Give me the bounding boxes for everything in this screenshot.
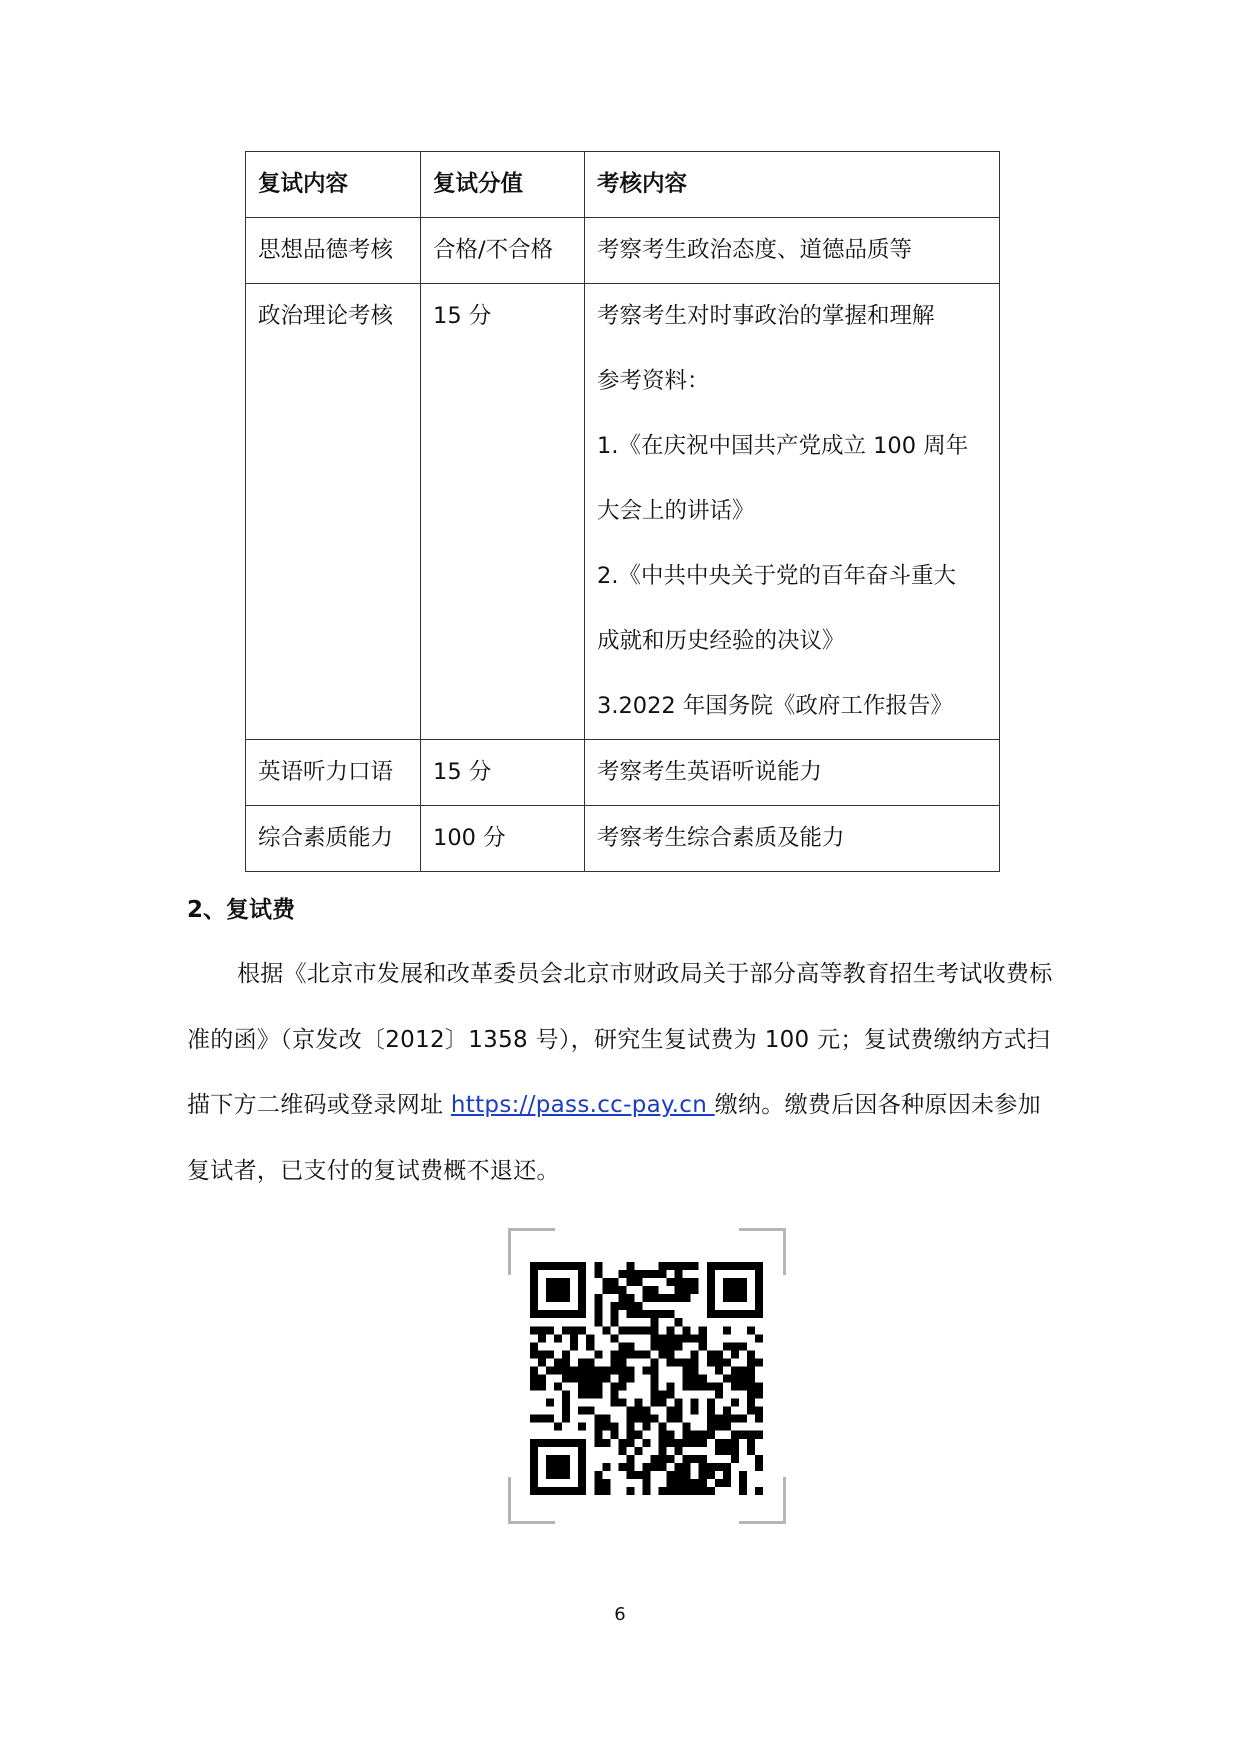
table-row xyxy=(246,806,1000,872)
content-line: 1.《在庆祝中国共产党成立 100 周年 xyxy=(597,433,969,459)
table-row xyxy=(246,284,1000,740)
cell-item: 综合素质能力 xyxy=(246,806,421,872)
paragraph-text-end: 缴纳。缴费后因各种原因未参加复试者，已支付的复试费概不退还。 xyxy=(187,1092,1041,1184)
content-line: 考察考生政治态度、道德品质等 xyxy=(597,237,913,263)
content-line: 大会上的讲话》 xyxy=(597,498,755,524)
retest-content-table xyxy=(245,151,1000,872)
qr-code-frame xyxy=(508,1228,786,1524)
cell-content xyxy=(585,740,1000,806)
cell-item: 政治理论考核 xyxy=(246,284,421,740)
fee-paragraph xyxy=(187,942,1057,1204)
qr-code-icon[interactable] xyxy=(530,1262,763,1495)
cell-score: 15 分 xyxy=(421,740,585,806)
cell-score: 100 分 xyxy=(421,806,585,872)
paragraph-text: 根据《北京市发展和改革委员会北京市财政局关于部分高等教育招生考试收费标准的函》（京发改〔2012〕1358 号），研究生复试费为 100 元；复试费缴纳方式扫描下方二维码或登录网址 xyxy=(187,961,1053,1118)
cell-item: 英语听力口语 xyxy=(246,740,421,806)
table-row xyxy=(246,218,1000,284)
content-line: 3.2022 年国务院《政府工作报告》 xyxy=(597,693,953,719)
header-retest-content: 复试内容 xyxy=(246,152,421,218)
cell-content xyxy=(585,218,1000,284)
content-line: 参考资料： xyxy=(597,368,710,394)
payment-link[interactable]: https://pass.cc-pay.cn xyxy=(450,1092,715,1118)
header-retest-score: 复试分值 xyxy=(421,152,585,218)
content-line: 考察考生英语听说能力 xyxy=(597,759,823,785)
content-line: 2.《中共中央关于党的百年奋斗重大 xyxy=(597,563,956,589)
cell-item: 思想品德考核 xyxy=(246,218,421,284)
cell-score: 15 分 xyxy=(421,284,585,740)
table-row xyxy=(246,740,1000,806)
page-number: 6 xyxy=(614,1604,626,1625)
header-assessment-content: 考核内容 xyxy=(585,152,1000,218)
content-line: 成就和历史经验的决议》 xyxy=(597,628,845,654)
cell-content xyxy=(585,806,1000,872)
section-heading: 2、复试费 xyxy=(187,897,296,923)
cell-score: 合格/不合格 xyxy=(421,218,585,284)
cell-content xyxy=(585,284,1000,740)
table-header-row xyxy=(246,152,1000,218)
content-line: 考察考生综合素质及能力 xyxy=(597,825,845,851)
content-line: 考察考生对时事政治的掌握和理解 xyxy=(597,303,935,329)
